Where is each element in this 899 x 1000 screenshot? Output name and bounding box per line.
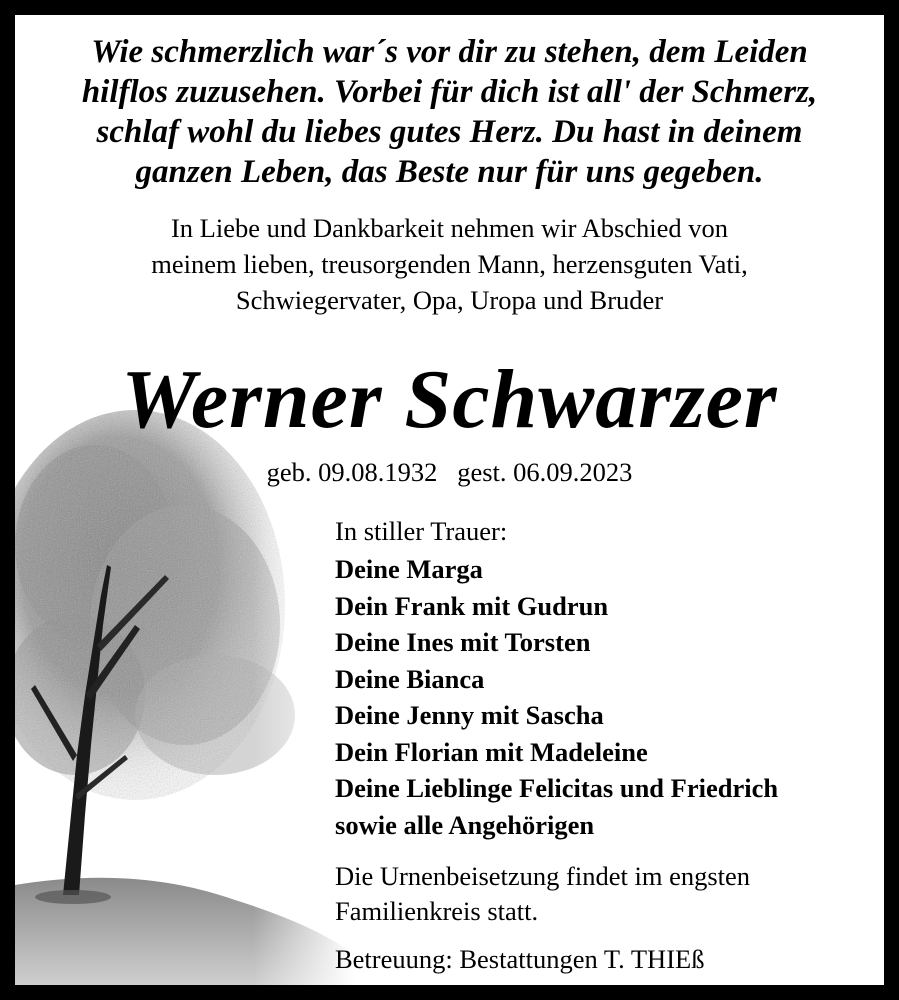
mourner-name: Dein Frank mit Gudrun [335,590,609,621]
mourner-name: Deine Marga [335,554,483,584]
mourner-name: Deine Ines mit Torsten [335,627,591,657]
intro-line: Schwiegervater, Opa, Uropa und Bruder [235,285,664,315]
mourner-name: Dein Florian mit Madeleine [335,736,648,767]
deceased-name: Werner Schwarzer [121,353,778,446]
intro-text [15,210,884,318]
poem-line: schlaf wohl du liebes gutes Herz. Du hast in deinem [96,114,803,150]
life-dates: geb. 09.08.1932 gest. 06.09.2023 [266,457,633,487]
mourning-label: In stiller Trauer: [335,516,508,546]
mourner-name: sowie alle Angehörigen [335,809,595,840]
urn-notice-line: Familienkreis statt. [335,896,539,926]
intro-line: In Liebe und Dankbarkeit nehmen wir Abschied von [170,213,729,243]
funeral-care-note: Betreuung: Bestattungen T. THIEß [335,944,705,974]
mourner-name: Deine Lieblinge Felicitas und Friedrich [335,773,779,803]
mourner-name: Deine Jenny mit Sascha [335,700,604,730]
urn-notice [335,859,880,929]
poem-line: Wie schmerzlich war´s vor dir zu stehen, dem Leiden [91,34,808,70]
poem-line: ganzen Leben, das Beste nur für uns gegeben. [135,154,764,190]
intro-line: meinem lieben, treusorgenden Mann, herzensguten Vati, [151,249,748,279]
urn-notice-line: Die Urnenbeisetzung findet im engsten [335,861,751,891]
poem-line: hilflos zuzusehen. Vorbei für dich ist all' der Schmerz, [81,74,818,110]
poem [15,32,884,192]
mourners-list [335,551,880,843]
mourner-name: Deine Bianca [335,663,485,694]
